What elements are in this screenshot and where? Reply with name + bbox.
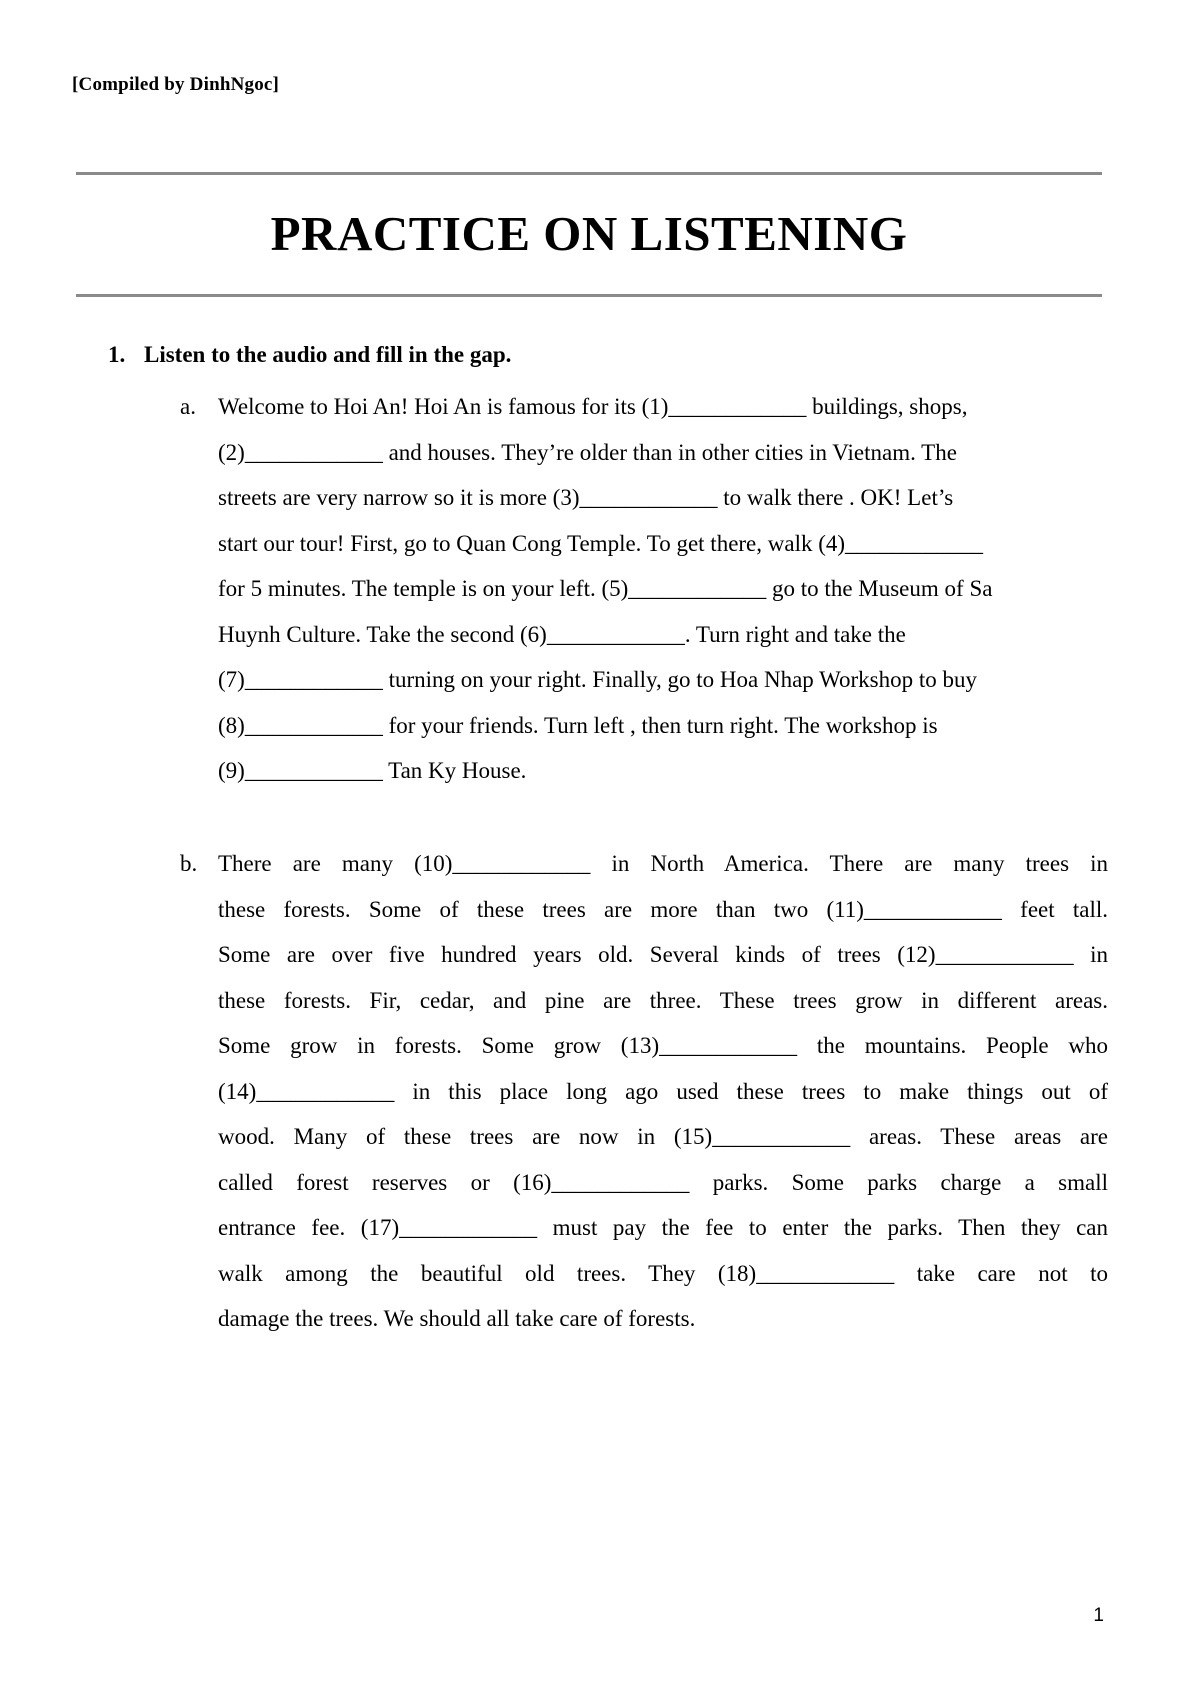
passage-line: (14)____________ in this place long ago used these trees to make things out of — [218, 1078, 1108, 1104]
passage-line: Some grow in forests. Some grow (13)____________ the mountains. People who — [218, 1033, 1108, 1058]
passage-line: these forests. Some of these trees are more than two (11)____________ feet tall. — [218, 896, 1108, 922]
question-heading — [108, 342, 511, 368]
page-number: 1 — [1093, 1605, 1104, 1626]
part-b-marker: b. — [180, 851, 198, 876]
question-number: 1. — [108, 342, 126, 367]
passage-line: Some are over five hundred years old. Several kinds of trees (12)____________ in — [218, 942, 1108, 967]
passage-line: walk among the beautiful old trees. They (18)____________ take care not to — [218, 1260, 1108, 1286]
part-a-passage — [180, 384, 1108, 794]
passage-line: Huynh Culture. Take the second (6)____________. Turn right and take the — [218, 621, 906, 647]
part-b-passage — [180, 841, 1108, 1342]
compiled-by-note: [Compiled by DinhNgoc] — [72, 74, 280, 95]
passage-line: (7)____________ turning on your right. Finally, go to Hoa Nhap Workshop to buy — [218, 667, 978, 692]
passage-line: (8)____________ for your friends. Turn left , then turn right. The workshop is — [218, 712, 938, 738]
passage-line: (2)____________ and houses. They’re older than in other cities in Vietnam. The — [218, 439, 957, 465]
passage-line: streets are very narrow so it is more (3)____________ to walk there . OK! Let’s — [218, 485, 954, 510]
part-a-marker: a. — [180, 394, 196, 419]
passage-line: entrance fee. (17)____________ must pay the fee to enter the parks. Then they can — [218, 1215, 1108, 1240]
page-title: PRACTICE ON LISTENING — [270, 206, 908, 261]
passage-line: (9)____________ Tan Ky House. — [218, 758, 527, 783]
passage-line: called forest reserves or (16)____________ parks. Some parks charge a small — [218, 1169, 1108, 1195]
question-instruction: Listen to the audio and fill in the gap. — [144, 342, 512, 367]
passage-line: for 5 minutes. The temple is on your left. (5)____________ go to the Museum of Sa — [218, 576, 993, 601]
passage-line: There are many (10)____________ in North America. There are many trees in — [218, 851, 1108, 876]
title-top-rule — [76, 172, 1102, 175]
passage-line: these forests. Fir, cedar, and pine are three. These trees grow in different areas. — [218, 987, 1108, 1013]
title-bottom-rule — [76, 294, 1102, 297]
passage-line: start our tour! First, go to Quan Cong Temple. To get there, walk (4)____________ — [218, 530, 984, 556]
passage-line: wood. Many of these trees are now in (15)____________ areas. These areas are — [218, 1124, 1108, 1149]
passage-line: Welcome to Hoi An! Hoi An is famous for its (1)____________ buildings, shops, — [218, 394, 968, 419]
passage-line: damage the trees. We should all take care of forests. — [218, 1306, 696, 1331]
